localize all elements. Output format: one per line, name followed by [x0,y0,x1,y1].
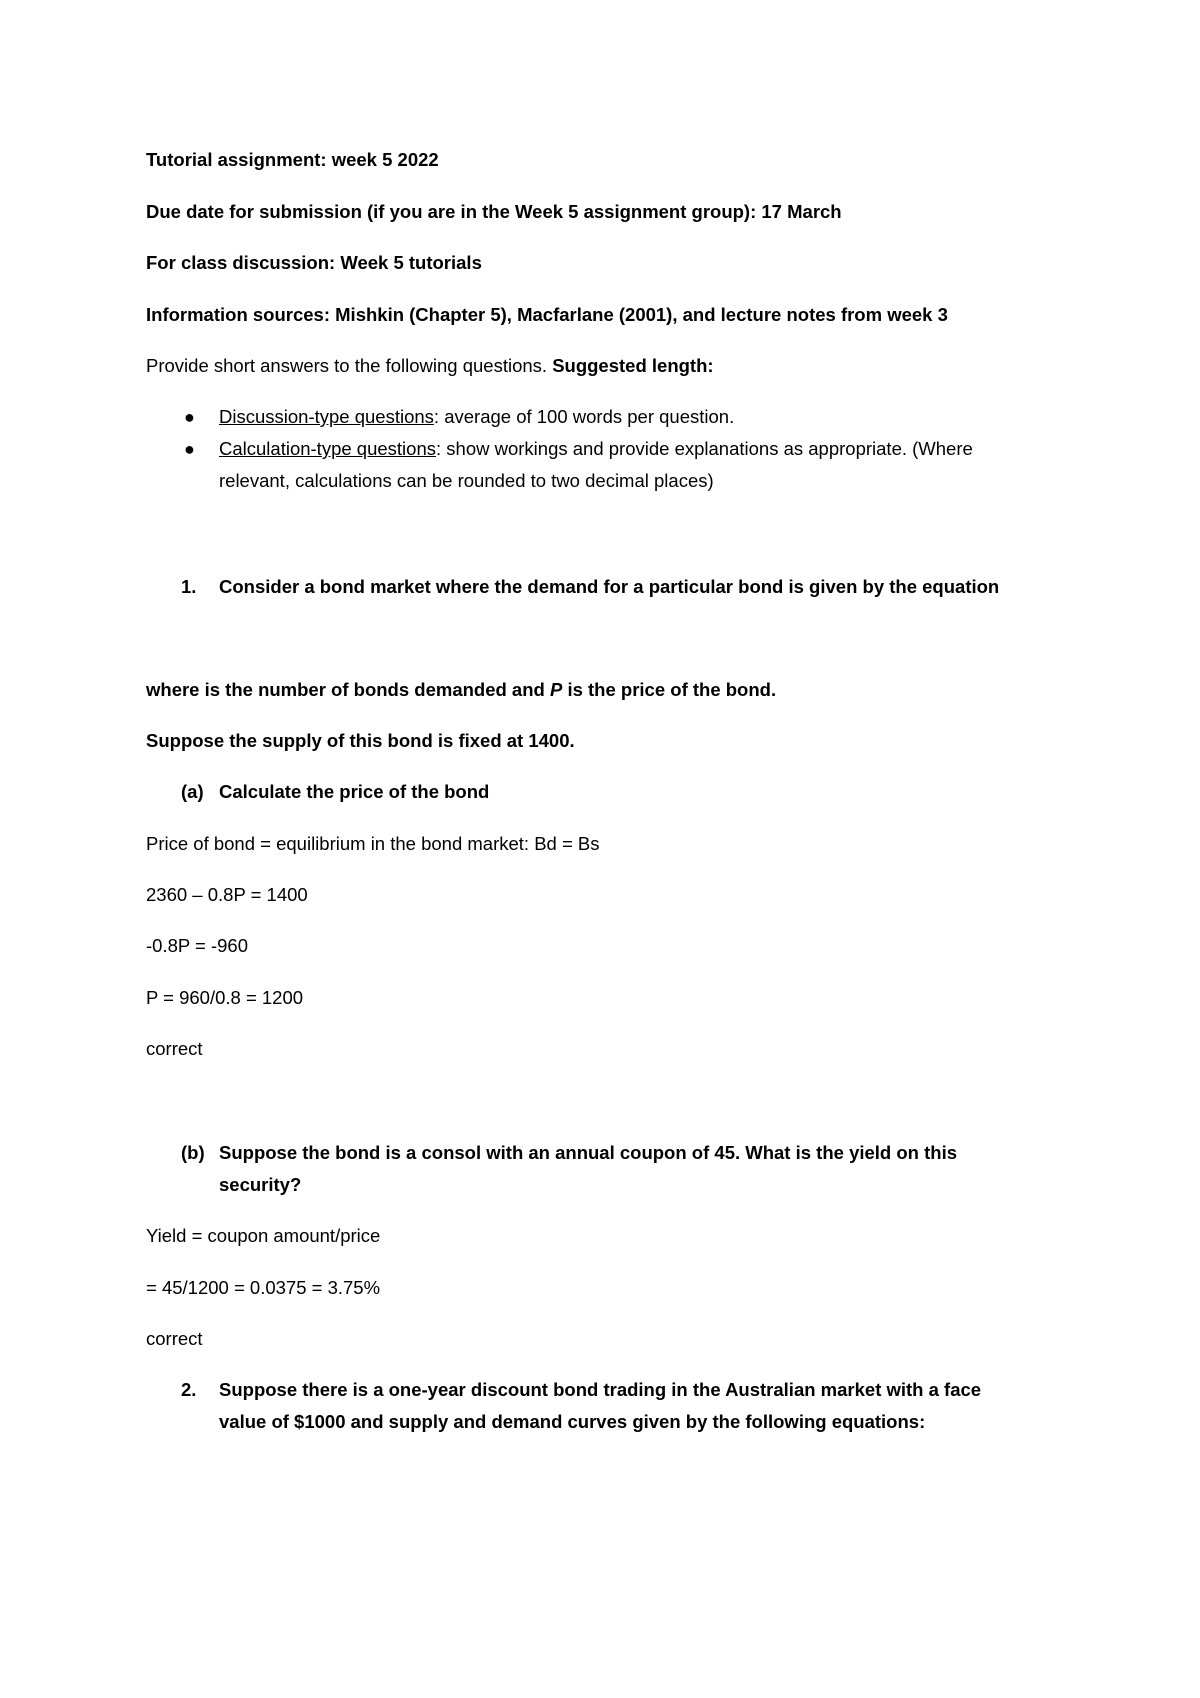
question-2-text: Suppose there is a one-year discount bond trading in the Australian market with a face [219,1379,982,1400]
answer-line: correct [146,1038,203,1059]
information-sources: Information sources: Mishkin (Chapter 5), Macfarlane (2001), and lecture notes from week 3 [146,304,948,325]
suggested-length: Suggested length: [552,355,714,376]
subquestion-b-text-continued: security? [219,1174,302,1195]
question-1-where [146,678,776,702]
subquestion-a-text: Calculate the price of the bond [219,781,490,802]
question-number: 2. [181,1379,197,1400]
answer-line: correct [146,1328,203,1349]
subquestion-label: (b) [181,1142,205,1163]
bullet-text-continued: relevant, calculations can be rounded to two decimal places) [219,470,714,491]
question-1-text: Consider a bond market where the demand for a particular bond is given by the equation [219,576,1000,597]
intro-text: Provide short answers to the following questions. [146,355,553,376]
answer-line: Yield = coupon amount/price [146,1225,381,1246]
answer-line: -0.8P = -960 [146,935,248,956]
question-2-text-continued: value of $1000 and supply and demand curves given by the following equations: [219,1411,926,1432]
subquestion-b-text: Suppose the bond is a consol with an annual coupon of 45. What is the yield on this [219,1142,957,1163]
class-discussion: For class discussion: Week 5 tutorials [146,252,482,273]
answer-line: P = 960/0.8 = 1200 [146,987,304,1008]
question-number: 1. [181,576,197,597]
bullet-text: : show workings and provide explanations as appropriate. (Where [436,438,973,459]
bullet-label: Calculation-type questions [219,438,436,459]
question-1-supply: Suppose the supply of this bond is fixed at 1400. [146,730,575,751]
bullet-label: Discussion-type questions [219,406,434,427]
due-date: Due date for submission (if you are in the Week 5 assignment group): 17 March [146,201,842,222]
bullet-text: : average of 100 words per question. [433,406,735,427]
where-text: where is the number of bonds demanded and [146,679,550,700]
intro-paragraph [146,354,714,378]
bullet-item-discussion [219,405,734,429]
bullet-icon: ● [184,407,195,427]
bullet-icon: ● [184,439,195,459]
answer-line: = 45/1200 = 0.0375 = 3.75% [146,1277,381,1298]
price-variable: P [549,679,563,700]
subquestion-label: (a) [181,781,204,802]
document-title: Tutorial assignment: week 5 2022 [146,149,439,170]
bullet-item-calculation [219,437,973,461]
answer-line: 2360 – 0.8P = 1400 [146,884,308,905]
answer-line: Price of bond = equilibrium in the bond market: Bd = Bs [146,833,600,854]
where-text-end: is the price of the bond. [562,679,777,700]
